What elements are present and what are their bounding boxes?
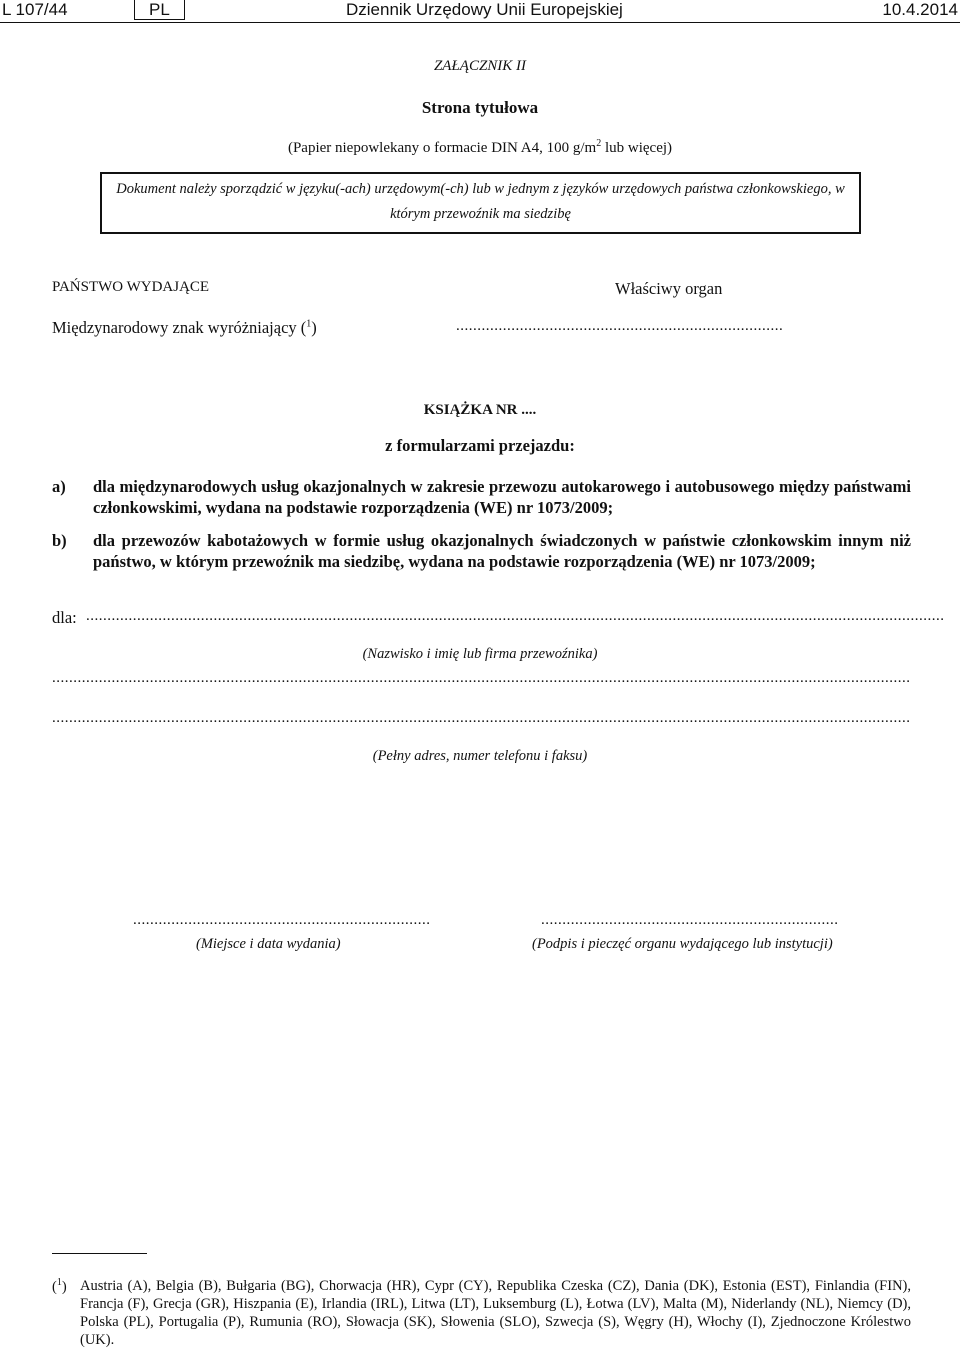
signature-field: ......................................................................: [541, 912, 839, 928]
footnote-text: Austria (A), Belgia (B), Bułgaria (BG), Chorwacja (HR), Cypr (CY), Republika Czeska (CZ), Dania (DK), Estonia (EST), Finlandia (FIN), Francja (F), Grecja (GR), Hiszpania (E), Irlandia (IRL), Litwa (LT), Luksemburg (L), Łotwa (LV), Malta (M), Niderlandy (NL), Niemcy (D), Polska (PL), Portugalia (P), Rumunia (RO), Słowacja (SK), Słowenia (SLO), Szwecja (S), Węgry (H), Włochy (I), Zjednoczone Królestwo (UK).: [80, 1278, 911, 1348]
language-code: PL: [134, 0, 185, 20]
book-number: KSIĄŻKA NR ....: [423, 402, 537, 418]
address-field-line-1: ..........................................................................................................................................................................................................: [52, 670, 911, 686]
place-date-caption: (Miejsce i data wydania): [196, 936, 341, 952]
address-caption: (Pełny adres, numer telefonu i faksu): [372, 748, 588, 764]
book-subtitle: z formularzami przejazdu:: [385, 436, 575, 455]
for-label: dla:: [52, 608, 77, 627]
distinguishing-sign-field: .............................................................................: [456, 318, 784, 334]
footnote-marker-number: 1: [56, 1277, 62, 1288]
carrier-name-caption: (Nazwisko i imię lub firma przewoźnika): [362, 646, 598, 662]
page-heading: Strona tytułowa: [421, 98, 539, 117]
distinguishing-sign-close: ): [311, 318, 317, 337]
footnote-divider: [52, 1253, 147, 1254]
item-label-b: b): [52, 531, 67, 550]
footnote-marker-close: ): [61, 1278, 67, 1295]
paper-note-superscript: 2: [596, 138, 602, 149]
paper-note: [0, 138, 960, 157]
publication-date: 10.4.2014: [882, 0, 958, 19]
footnote-marker: [52, 1277, 67, 1296]
item-label-a: a): [52, 477, 66, 496]
page-reference: L 107/44: [2, 0, 68, 19]
place-date-field: ......................................................................: [133, 912, 431, 928]
paper-note-suffix: lub więcej): [601, 140, 673, 156]
issuing-state-label: PAŃSTWO WYDAJĄCE: [52, 279, 210, 295]
journal-title: Dziennik Urzędowy Unii Europejskiej: [346, 0, 623, 19]
language-instruction: Dokument należy sporządzić w języku(-ach) urzędowym(-ch) lub w jednym z języków urzędowych państwa członkowskiego, w którym przewoźnik ma siedzibę: [116, 181, 845, 222]
item-text-b: dla przewozów kabotażowych w formie usług okazjonalnych świadczonych w państwie członkowskim innym niż państwo, w którym przewoźnik ma siedzibę, wydana na podstawie rozporządzenia (WE) nr 1073/2009;: [93, 531, 911, 571]
distinguishing-sign-label: [52, 318, 317, 338]
footnote-marker-open: (: [52, 1278, 57, 1295]
header-divider: [0, 22, 960, 23]
competent-authority-label: Właściwy organ: [615, 279, 723, 298]
signature-caption: (Podpis i pieczęć organu wydającego lub instytucji): [532, 936, 833, 952]
footnote-reference: 1: [306, 318, 312, 330]
item-text-a: dla międzynarodowych usług okazjonalnych w zakresie przewozu autokarowego i autobusowego między państwami członkowskimi, wydana na podstawie rozporządzenia (WE) nr 1073/2009;: [93, 477, 911, 517]
distinguishing-sign-text: Międzynarodowy znak wyróżniający (: [52, 318, 307, 337]
language-instruction-box: [100, 172, 861, 234]
address-field-line-2: ..........................................................................................................................................................................................................: [52, 710, 911, 726]
carrier-name-field: ..........................................................................................................................................................................................................: [86, 608, 945, 624]
paper-note-text: (Papier niepowlekany o formacie DIN A4, 100 g/m: [287, 140, 597, 156]
annex-title: ZAŁĄCZNIK II: [433, 58, 527, 74]
language-badge: [134, 0, 185, 20]
